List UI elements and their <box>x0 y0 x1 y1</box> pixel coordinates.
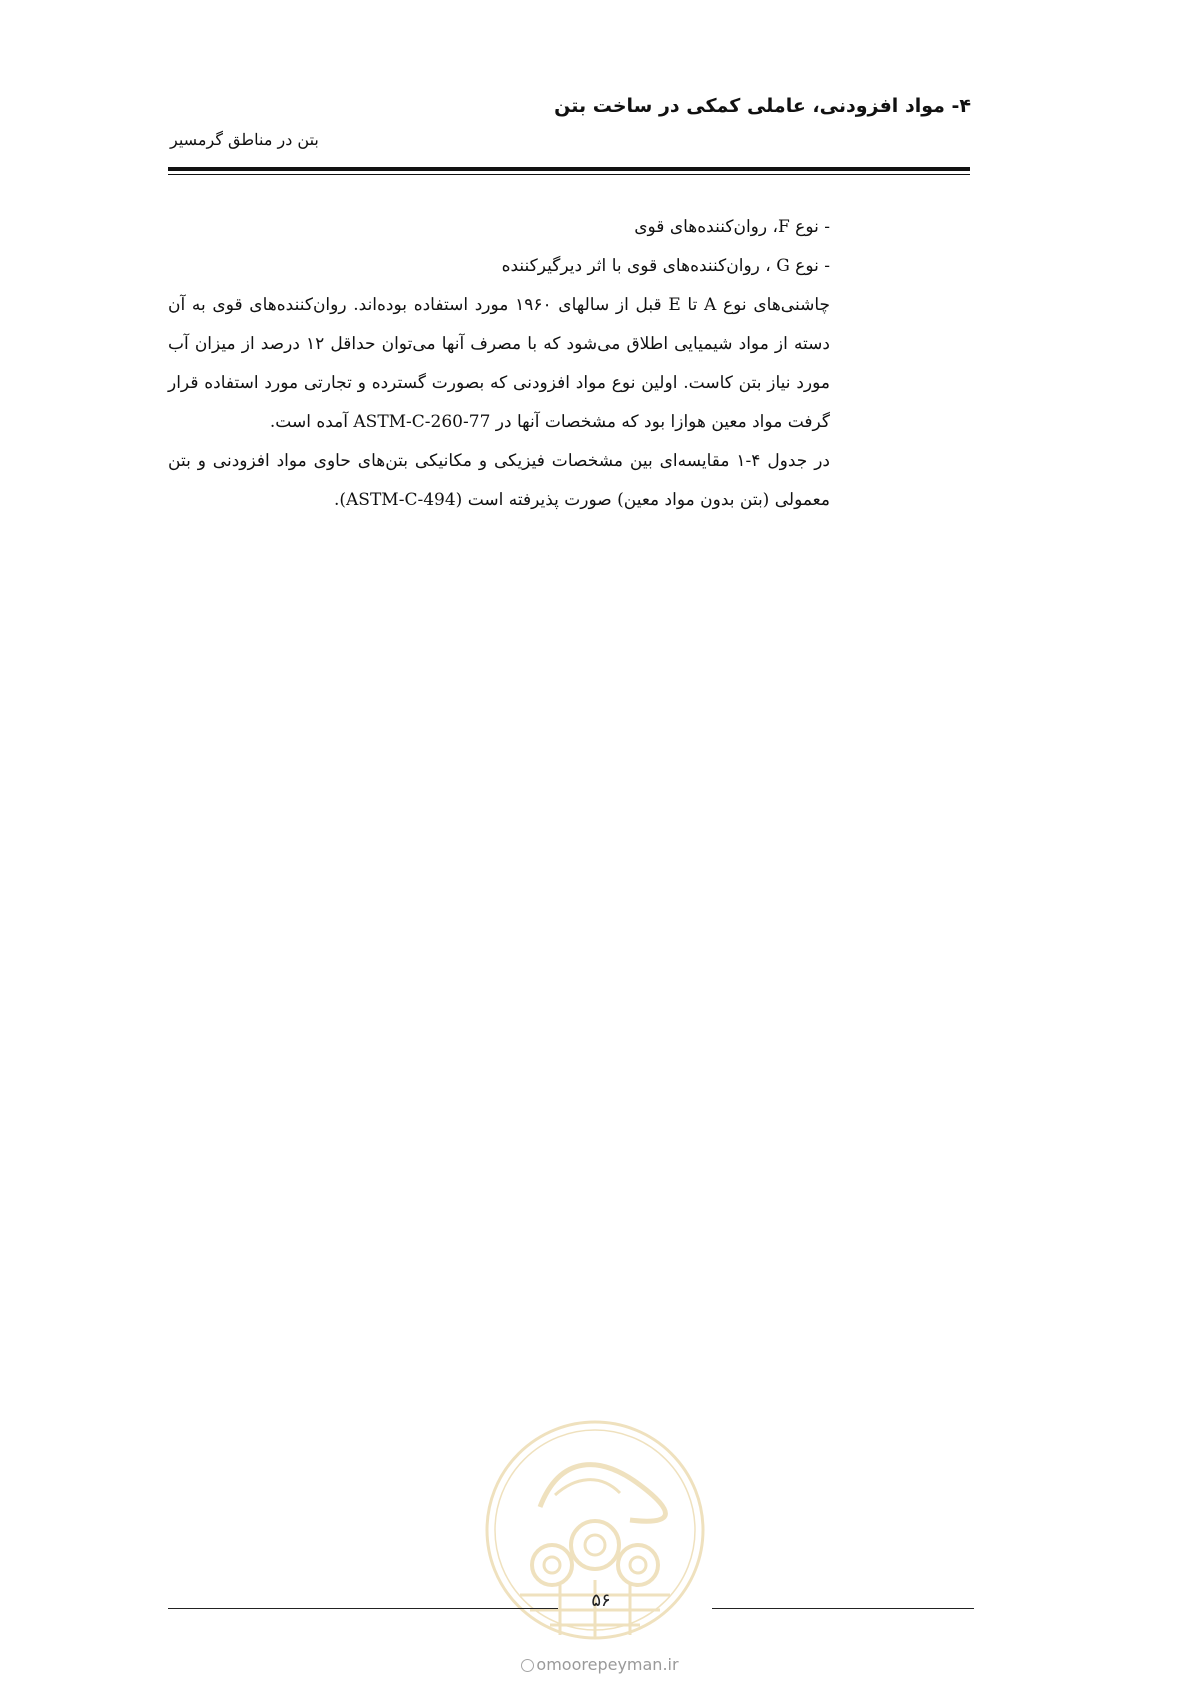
footer-rule-right <box>712 1608 974 1609</box>
header-rule-thick <box>168 167 970 171</box>
chapter-title: ۴- مواد افزودنی، عاملی کمکی در ساخت بتن <box>554 95 971 117</box>
list-item-type-g: - نوع G ، روان‌کننده‌های قوی با اثر دیرگیرکننده <box>501 256 830 276</box>
paragraph-table-reference: در جدول ۴-۱ مقایسه‌ای بین مشخصات فیزیکی و مکانیکی بتن‌های حاوی مواد افزودنی و بتن معمولی (بتن بدون مواد معین) صورت پذیرفته است (ASTM-C-494). <box>168 451 830 510</box>
body-text <box>168 208 830 520</box>
site-watermark <box>500 1655 700 1674</box>
footer-rule-left <box>168 1608 558 1609</box>
paragraph-admixture-history: چاشنی‌های نوع A تا E قبل از سالهای ۱۹۶۰ مورد استفاده بوده‌اند. روان‌کننده‌های قوی به آن دسته از مواد شیمیایی اطلاق می‌شود که با مصرف آنها می‌توان حداقل ۱۲ درصد از میزان آب مورد نیاز بتن کاست. اولین نوع مواد افزودنی که بصورت گسترده و تجارتی مورد استفاده قرار گرفت مواد معین هوازا بود که مشخصات آنها در ASTM-C-260-77 آمده است. <box>168 295 831 432</box>
list-item-type-f: - نوع F، روان‌کننده‌های قوی <box>634 217 830 237</box>
book-title: بتن در مناطق گرمسیر <box>170 130 319 149</box>
header-rule-thin <box>168 174 970 175</box>
site-watermark-text: omoorepeyman.ir <box>536 1655 679 1674</box>
page-number: ۵۶ <box>591 1590 611 1611</box>
globe-icon <box>521 1659 534 1672</box>
